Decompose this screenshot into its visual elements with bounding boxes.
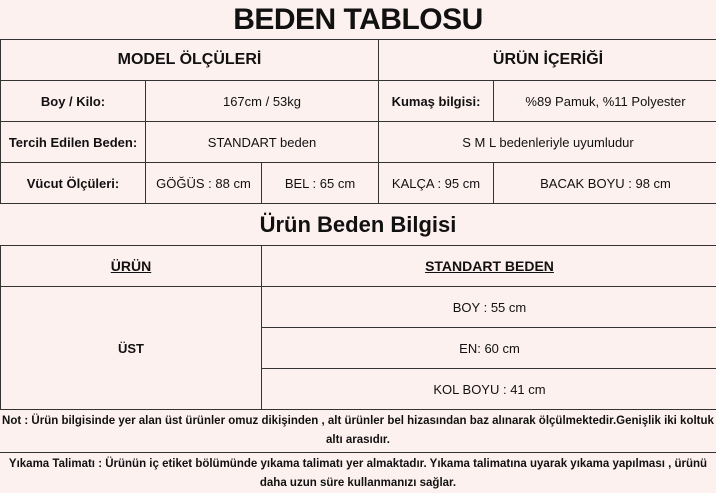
- size-row-sleeve: KOL BOYU : 41 cm: [262, 369, 716, 410]
- size-row-length: BOY : 55 cm: [262, 287, 716, 328]
- product-content-heading: ÜRÜN İÇERİĞİ: [379, 40, 716, 81]
- product-size-heading: Ürün Beden Bilgisi: [0, 204, 716, 246]
- standard-size-column-header: STANDART BEDEN: [262, 246, 716, 287]
- fabric-value: %89 Pamuk, %11 Polyester: [494, 81, 716, 122]
- hip-measurement: KALÇA : 95 cm: [379, 163, 494, 204]
- model-and-content-table: [0, 39, 716, 204]
- height-weight-label: Boy / Kilo:: [1, 81, 146, 122]
- product-size-table: [0, 245, 716, 410]
- fabric-label: Kumaş bilgisi:: [379, 81, 494, 122]
- preferred-size-label: Tercih Edilen Beden:: [1, 122, 146, 163]
- size-row-width: EN: 60 cm: [262, 328, 716, 369]
- waist-measurement: BEL : 65 cm: [262, 163, 379, 204]
- product-column-header: ÜRÜN: [1, 246, 262, 287]
- measurement-note: Not : Ürün bilgisinde yer alan üst ürünler omuz dikişinden , alt ürünler bel hizasından baz alınarak ölçülmektedir.Genişlik iki koltuk altı arasıdır.: [0, 412, 716, 450]
- inseam-measurement: BACAK BOYU : 98 cm: [494, 163, 716, 204]
- model-measurements-heading: MODEL ÖLÇÜLERİ: [1, 40, 379, 81]
- body-measurements-label: Vücut Ölçüleri:: [1, 163, 146, 204]
- page-title: BEDEN TABLOSU: [0, 0, 716, 40]
- preferred-size-value: STANDART beden: [146, 122, 379, 163]
- size-fit-note: S M L bedenleriyle uyumludur: [379, 122, 716, 163]
- chest-measurement: GÖĞÜS : 88 cm: [146, 163, 262, 204]
- washing-instruction: Yıkama Talimatı : Ürünün iç etiket bölümünde yıkama talimatı yer almaktadır. Yıkama talimatına uyarak yıkama yapılması , ürünü daha uzun süre kullanmanızı sağlar.: [0, 455, 716, 493]
- product-item-top: ÜST: [1, 287, 262, 410]
- height-weight-value: 167cm / 53kg: [146, 81, 379, 122]
- divider: [0, 452, 716, 453]
